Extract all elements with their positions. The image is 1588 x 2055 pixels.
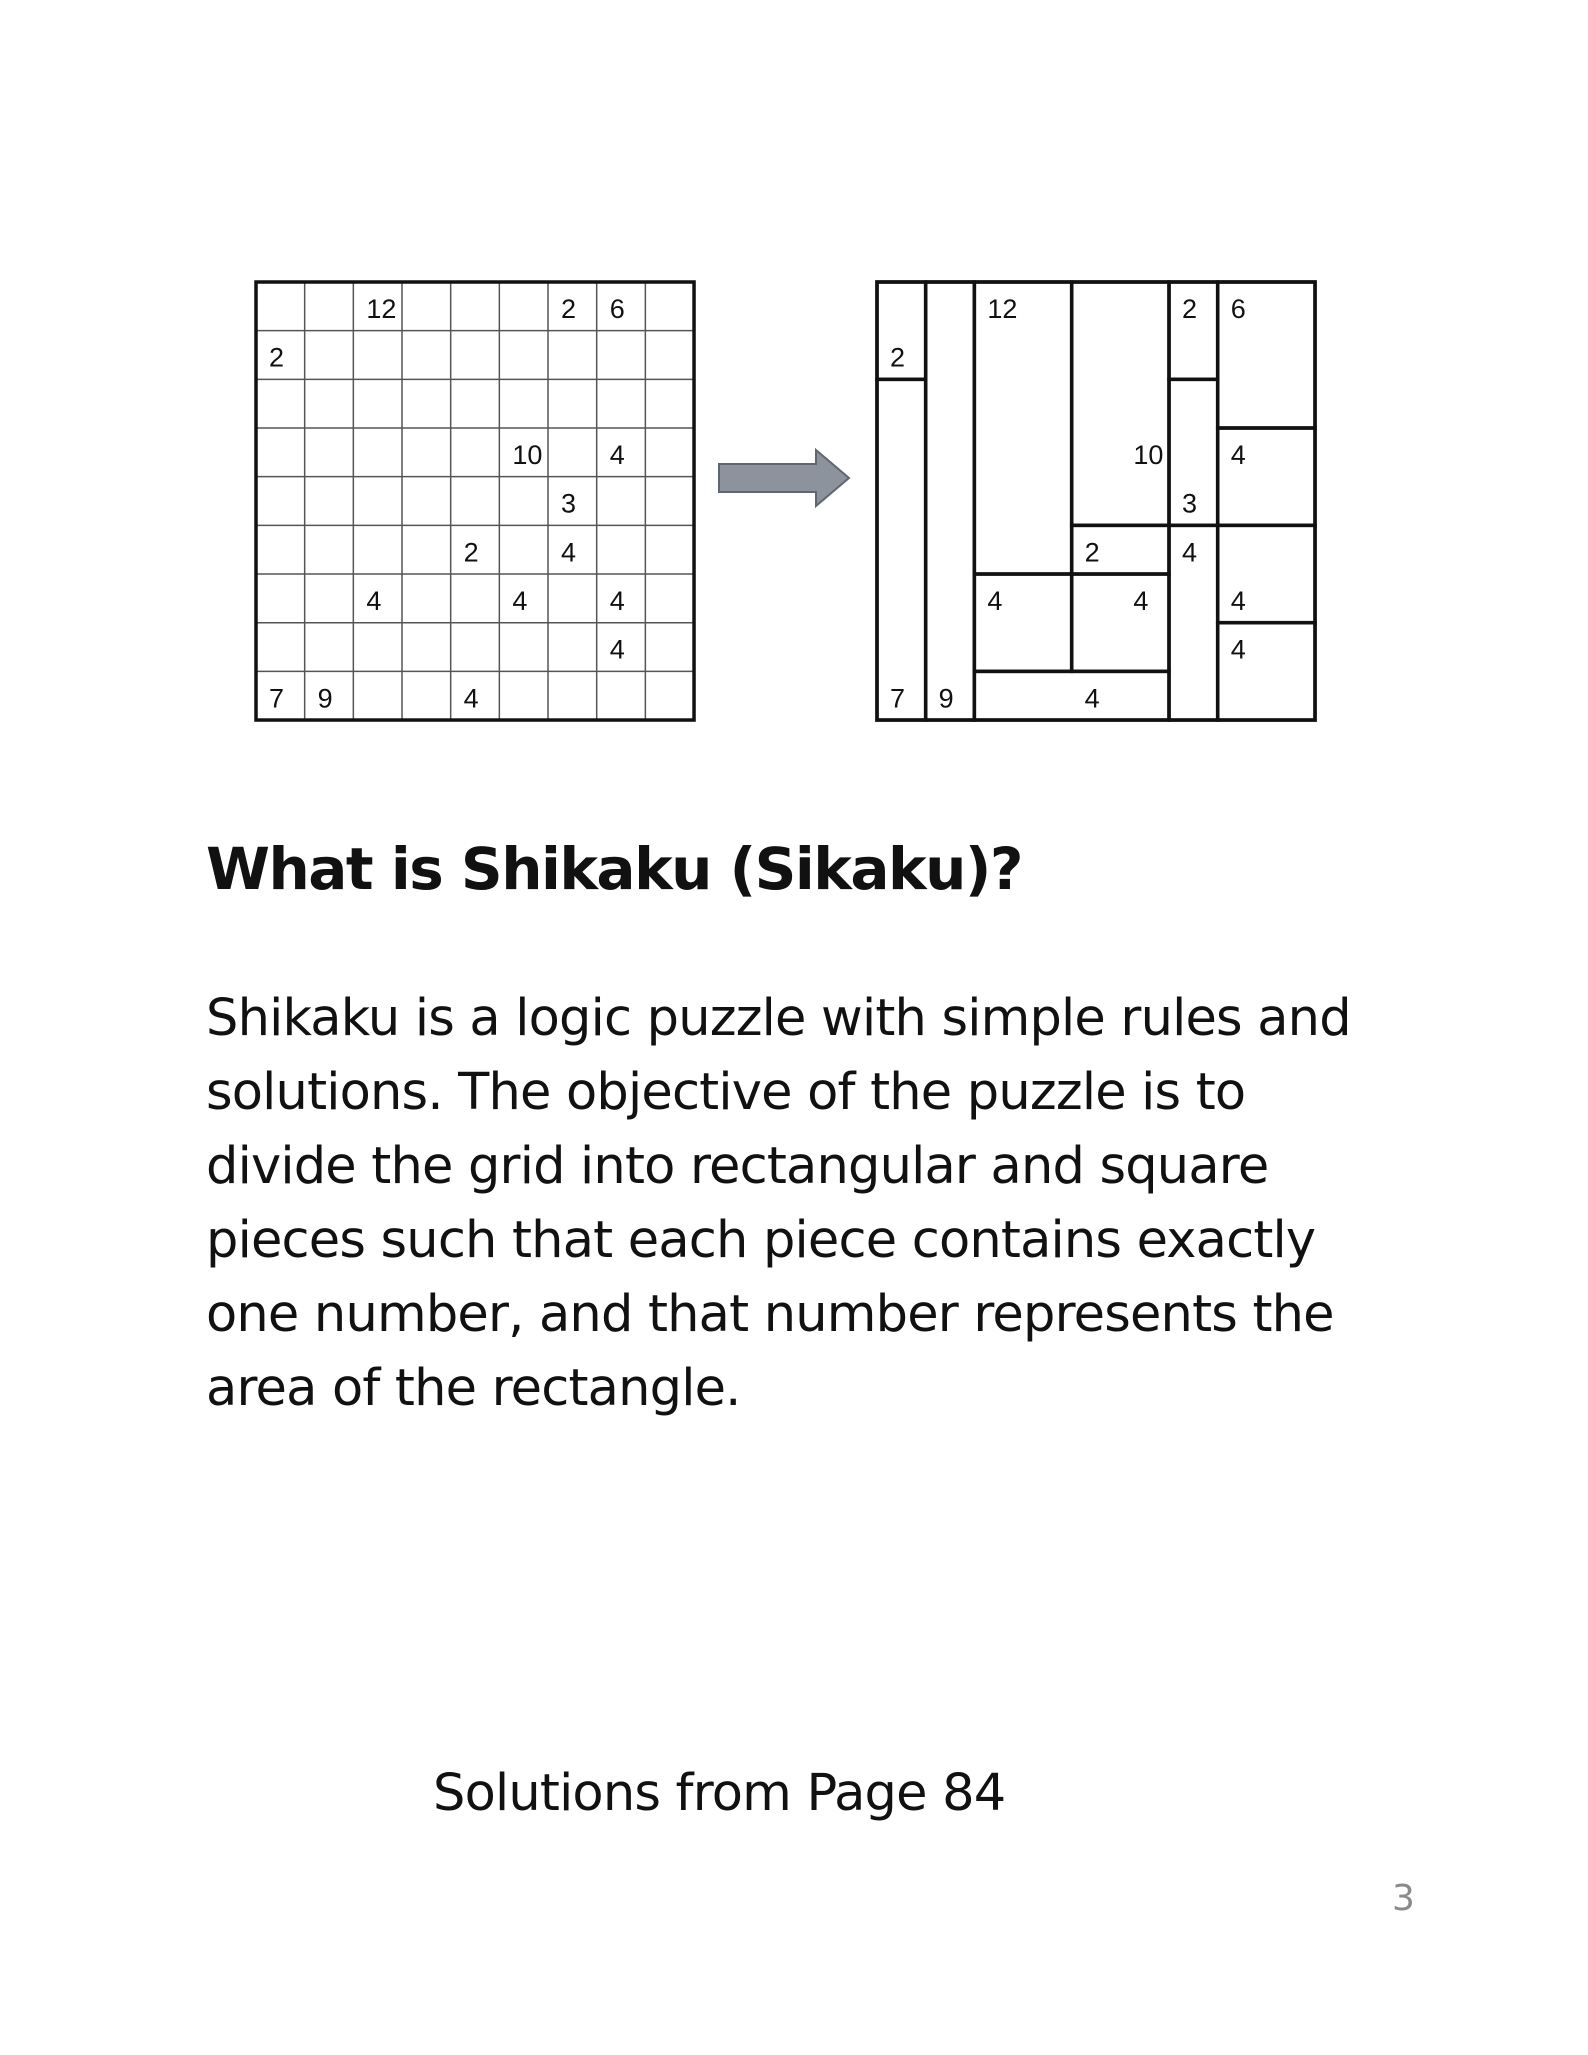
solved-clue-number: 4	[1230, 586, 1246, 617]
page-heading: What is Shikaku (Sikaku)?	[206, 835, 1023, 903]
grid-border	[256, 282, 694, 720]
body-line: Shikaku is a logic puzzle with simple rules and	[206, 989, 1351, 1048]
page-number: 3	[1392, 1878, 1415, 1919]
solutions-note: Solutions from Page 84	[433, 1764, 1006, 1823]
unsolved-clue-number: 7	[269, 683, 285, 714]
puzzle-figure	[0, 0, 1588, 760]
unsolved-clue-number: 4	[561, 537, 577, 568]
solved-clue-number: 2	[1084, 537, 1100, 568]
unsolved-clue-number: 4	[609, 440, 625, 471]
solution-rectangle	[1072, 574, 1169, 671]
unsolved-clue-number: 3	[561, 488, 577, 519]
solved-clue-number: 4	[1230, 440, 1246, 471]
unsolved-clue-number: 2	[269, 342, 285, 373]
solved-clue-number: 4	[987, 586, 1003, 617]
unsolved-clue-number: 4	[366, 586, 382, 617]
unsolved-puzzle-grid	[256, 282, 694, 720]
grid-border	[877, 282, 1315, 720]
unsolved-clue-number: 6	[609, 294, 625, 324]
body-line: area of the rectangle.	[206, 1359, 741, 1418]
body-line: one number, and that number represents the	[206, 1285, 1334, 1344]
solved-puzzle-grid	[877, 282, 1315, 720]
solution-rectangle	[974, 671, 1169, 720]
solved-clue-number: 7	[890, 683, 906, 714]
body-line: solutions. The objective of the puzzle is to	[206, 1063, 1246, 1122]
transform-arrow-icon	[719, 450, 849, 506]
solution-rectangle	[926, 282, 975, 720]
solved-clue-number: 4	[1230, 634, 1246, 665]
unsolved-clue-number: 4	[609, 634, 625, 665]
solved-clue-number: 2	[890, 342, 906, 373]
unsolved-clue-number: 12	[366, 294, 397, 324]
unsolved-clue-number: 2	[561, 294, 577, 324]
solution-rectangle	[1072, 282, 1169, 525]
unsolved-clue-number: 10	[512, 440, 543, 471]
solution-rectangle	[974, 282, 1071, 574]
solved-clue-number: 12	[987, 294, 1018, 324]
body-line: pieces such that each piece contains exactly	[206, 1211, 1316, 1270]
solved-clue-number: 6	[1230, 294, 1246, 324]
solved-clue-number: 10	[1133, 440, 1164, 471]
unsolved-clue-number: 9	[317, 683, 333, 714]
solution-rectangle	[877, 379, 926, 720]
solved-clue-number: 2	[1182, 294, 1198, 324]
body-line: divide the grid into rectangular and square	[206, 1137, 1269, 1196]
unsolved-clue-number: 4	[463, 683, 479, 714]
solved-clue-number: 4	[1084, 683, 1100, 714]
unsolved-clue-number: 4	[609, 586, 625, 617]
body-paragraph	[206, 982, 1406, 1426]
solved-clue-number: 9	[938, 683, 954, 714]
unsolved-clue-number: 2	[463, 537, 479, 568]
unsolved-clue-number: 4	[512, 586, 528, 617]
solved-clue-number: 3	[1182, 488, 1198, 519]
solved-clue-number: 4	[1133, 586, 1149, 617]
solved-clue-number: 4	[1182, 537, 1198, 568]
